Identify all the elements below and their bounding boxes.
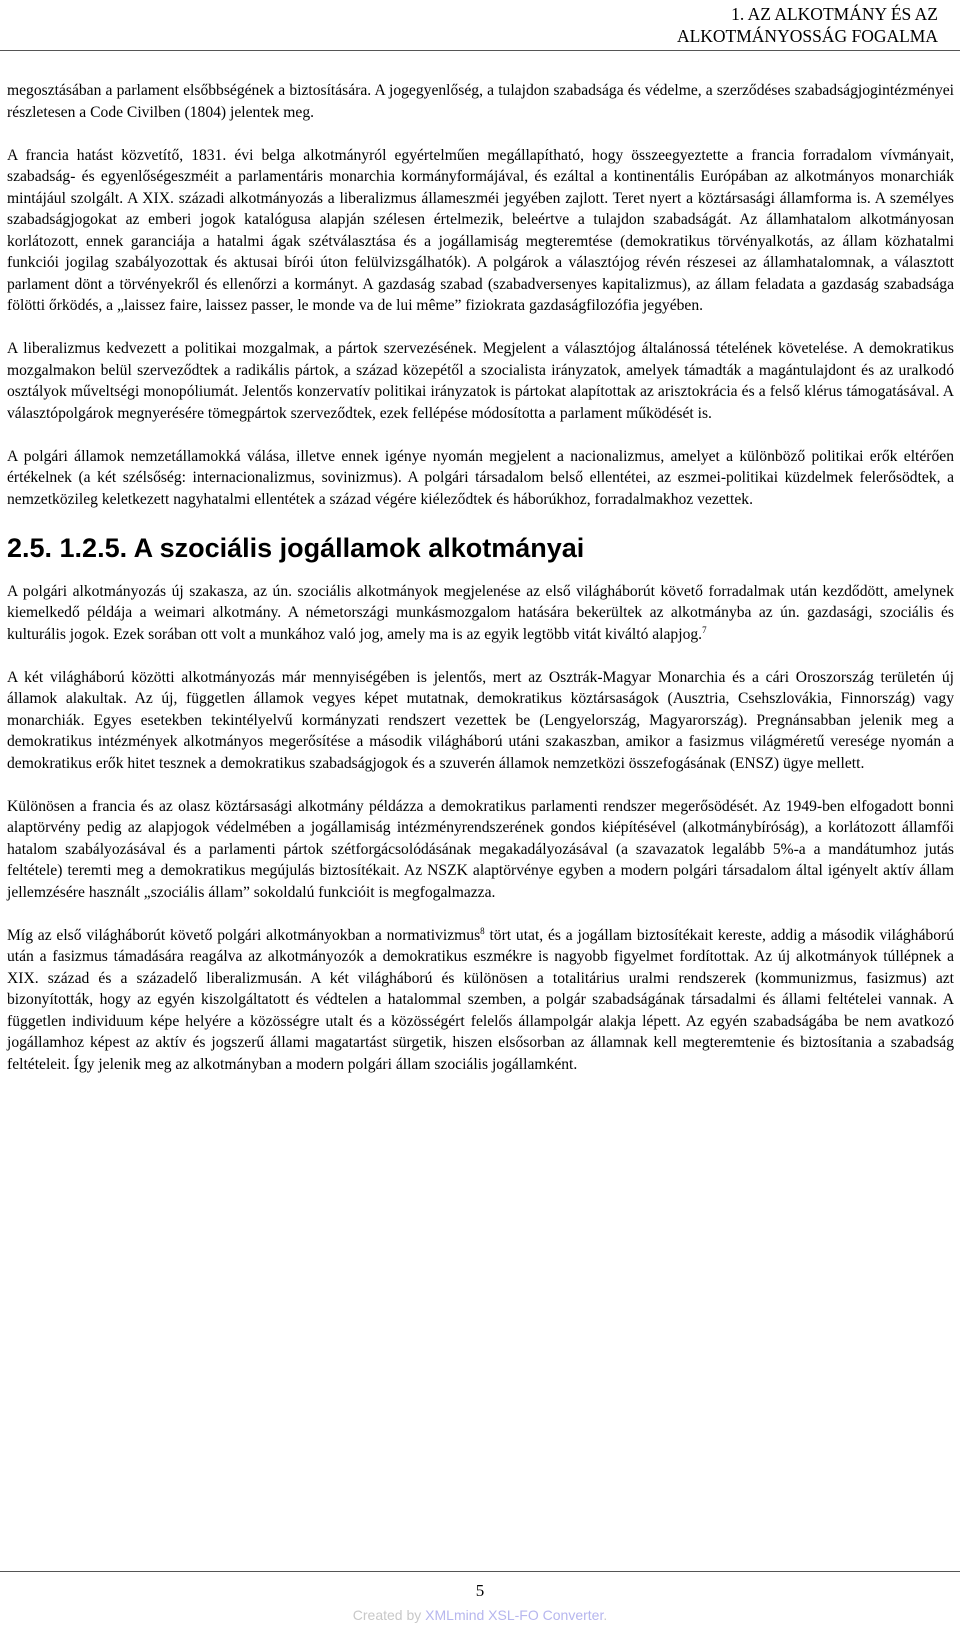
footnote-ref-8[interactable]: 8 (480, 925, 485, 936)
footer-divider (0, 1571, 960, 1572)
paragraph-2: A francia hatást közvetítő, 1831. évi belga alkotmányról egyértelműen megállapítható, hogy összeegyeztette a francia forradalom vívmányait, szabadság- és egyenlőségeszméit a parlamentáris monarchia kormányformájával, és ezáltal a kontinentális Európában az alkotmányos monarchiák mintájául szolgált. A XIX. századi alkotmányozás a liberalizmus állameszméi jegyében zajlott. Teret nyert a köztársasági államforma is. A személyes szabadságjogokat az emberi jogok katalógusa alapján szélesen értelmezik, beleértve a tulajdon szabadságát. Az államhatalom alkotmányosan korlátozott, ennek garanciája a hatalmi ágak szétválasztása és a jogállamiság megteremtése (demokratikus törvényalkotás, az állam közhatalmi funkciói jogilag szabályozottak és aktusai bírói úton felülvizsgálhatók). A polgárok a választójog révén részesei az államhatalomnak, a választott parlament dönt a törvényekről és ellenőrzi a kormányt. A gazdaság szabad (szabadversenyes kapitalizmus), az állam feladata a gazdaság szabadsága fölötti őrködés, a „laissez faire, laissez passer, le monde va de lui même” fiziokrata gazdaságfilozófia jegyében. (7, 146, 954, 314)
paragraph-8-text-start: Míg az első világháborút követő polgári alkotmányokban a normativizmus (7, 926, 481, 944)
paragraph-8 (7, 925, 954, 1076)
footnote-ref-7[interactable]: 7 (702, 624, 707, 635)
creator-prefix: Created by (352, 1607, 426, 1623)
section-heading: 2.5. 1.2.5. A szociális jogállamok alkotmányai (7, 532, 585, 563)
header-divider (0, 50, 960, 51)
paragraph-5 (7, 581, 954, 646)
document-body (7, 80, 954, 1097)
paragraph-3: A liberalizmus kedvezett a politikai mozgalmak, a pártok szervezésének. Megjelent a választójog általánossá tételének követelése. A demokratikus mozgalmakon belül szerveződtek a radikális pártok, a század közepétől a szocialista irányzatok, amelyek támadták a magántulajdont és az uralkodó osztályok műveltségi monopóliumát. Jelentős konzervatív politikai irányzatok is pártokat alapítottak az arisztokrácia és a felső klérus támogatásával. A választópolgárok megnyerésére tömegpártok szerveződtek, ezek fellépése módosította a parlament működését is. (7, 340, 954, 422)
creator-watermark (0, 1606, 960, 1624)
running-header (438, 3, 938, 47)
paragraph-5-text: A polgári alkotmányozás új szakasza, az ún. szociális alkotmányok megjelenése az első világháborút követő forradalmak után kezdődött, amelynek kiemelkedő példája a weimari alkotmány. A németországi munkásmozgalom hatására bekerültek az alkotmányba az ún. gazdasági, szociális és kulturális jogok. Ezek sorában ott volt a munkához való jog, amely ma is az egyik legtöbb vitát kiváltó alapjog. (7, 582, 954, 643)
paragraph-8-text-end: tört utat, és a jogállam biztosítékait kereste, addig a második világháború után a fasizmus támadására reagálva az alkotmányozók a demokratikus eszmékre is nagyobb figyelmet fordítottak. Az új alkotmányok túllépnek a XIX. század és a századelő liberalizmusán. A két világháború és különösen a totalitárius uralmi rendszerek (kommunizmus, fasizmus) azt bizonyították, hogy az egyén kiszolgáltatott és védtelen a hatalommal szemben, a polgár szabadságának társadalmi és állami feltételei vannak. A független individuum képe helyére a közösségre utalt és a közösségért felelős állampolgár alakja lépett. Az egyén szabadságába be nem avatkozó jogállamhoz képest az aktív és jogszerű állami magatartást sürgetik, hiszen elsősorban az államnak kell megteremtenie és biztosítania a szabadság feltételeit. Így jelenik meg az alkotmányban a modern polgári állam szociális jogállamként. (7, 926, 954, 1073)
paragraph-7: Különösen a francia és az olasz köztársasági alkotmány példázza a demokratikus parlamenti rendszer megerősödését. Az 1949-ben elfogadott bonni alaptörvény pedig az alapjogok védelmében a jogállamiság intézményrendszerének gondos kiépítésével (alkotmánybíróság), a korlátozott államfői hatalom szabályozásával és a parlamenti pártok szétforgácsolódásának megakadályozásával (a szavazatok legalább 5%-a a mandátumhoz jutás feltétele) teremti meg a demokratikus megújulás biztosítékait. Az NSZK alaptörvénye egyben a modern polgári társadalom által igényelt aktív állam jellemzésére használt „szociális állam” sokoldalú funkcióit is megfogalmazza. (7, 797, 954, 901)
creator-suffix: . (603, 1607, 608, 1623)
creator-brand-link[interactable]: XMLmind XSL-FO Converter (425, 1607, 604, 1623)
running-header-line-1: 1. AZ ALKOTMÁNY ÉS AZ (731, 4, 938, 24)
running-header-line-2: ALKOTMÁNYOSSÁG FOGALMA (676, 26, 938, 46)
paragraph-6: A két világháború közötti alkotmányozás már mennyiségében is jelentős, mert az Osztrák-Magyar Monarchia és a cári Oroszország területén új államok alakultak. Az új, független államok vegyes képet mutatnak, demokratikus köztársaságok (Ausztria, Csehszlovákia, Finnország) vagy monarchiák. Egyes esetekben tekintélyelvű kormányzati rendszert vezettek be (Lengyelország, Magyarország). Pregnánsabban jelenik meg a demokratikus intézmények alkotmányos megerősítése a második világháború utáni szakaszban, amikor a fasizmus világméretű veresége nyomán a demokratikus erők hitet tesznek a demokratikus szabadságjogok és a szuverén államok nemzetközi összefogásának (ENSZ) ügye mellett. (7, 668, 954, 772)
paragraph-1: megosztásában a parlament elsőbbségének a biztosítására. A jogegyenlőség, a tulajdon szabadsága és védelme, a szerződéses szabadságjogintézményei részletesen a Code Civilben (1804) jelentek meg. (7, 82, 954, 121)
paragraph-4: A polgári államok nemzetállamokká válása, illetve ennek igénye nyomán megjelent a nacionalizmus, amelyet a különböző politikai erők eltérően értékelnek (a két szélsőség: internacionalizmus, sovinizmus). A polgári társadalom belső ellentétei, az eszmei-politikai küzdelmek felerősödtek, a nemzetközileg keletkezett nagyhatalmi ellentétek a század végére kiéleződtek és háborúkhoz, forradalmakhoz vezettek. (7, 447, 954, 508)
page-number: 5 (475, 1581, 485, 1600)
